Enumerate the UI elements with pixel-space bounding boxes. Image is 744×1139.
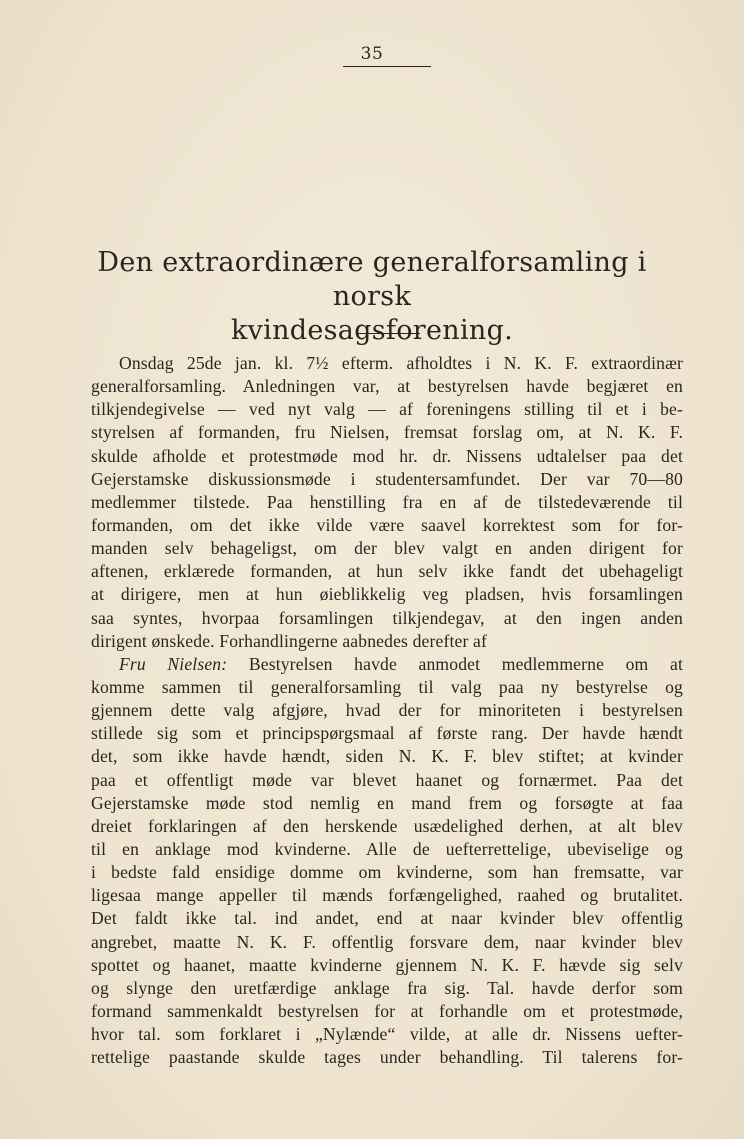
title-line-1: Den extraordinære generalforsamling i norsk [97,247,647,312]
body-line: ligesaa mange appeller til mænds forfængelighed, raahed og brutalitet. [91,885,683,906]
page-number-underline [343,66,431,67]
body-line: rettelige paastande skulde tages under behandling. Til talerens for- [91,1047,683,1068]
body-line: gjennem dette valg afgjøre, hvad der for minoriteten i bestyrelsen [91,700,683,721]
body-line: tilkjendegivelse — ved nyt valg — af foreningens stilling til et i be- [91,399,683,420]
body-line: manden selv behageligst, om der blev valgt en anden dirigent for [91,538,683,559]
body-line: styrelsen af formanden, fru Nielsen, fremsat forslag om, at N. K. F. [91,422,683,443]
body-line: Gejerstamske møde stod nemlig en mand frem og forsøgte at faa [91,792,683,813]
speaker-line [91,653,683,676]
body-line: og slynge den uretfærdige anklage fra sig. Tal. havde derfor som [91,977,683,998]
body-line: formand sammenkaldt bestyrelsen for at forhandle om et protestmøde, [91,1000,683,1021]
body-line: skulde afholde et protestmøde mod hr. dr. Nissens udtalelser paa det [91,445,683,466]
body-line: dreiet forklaringen af den herskende usædelighed derhen, at alt blev [91,815,683,836]
title-line-2: kvindesagsforening. [230,315,514,346]
body-line: spottet og haanet, maatte kvinderne gjennem N. K. F. hævde sig selv [91,954,683,975]
body-line: generalforsamling. Anledningen var, at bestyrelsen havde begjæret en [91,376,683,397]
body-line: Gejerstamske diskussionsmøde i studentersamfundet. Der var 70—80 [91,468,683,489]
body-line: Det faldt ikke tal. ind andet, end at naar kvinder blev offentlig [91,908,683,929]
body-line: til en anklage mod kvinderne. Alle de uefterrettelige, ubeviselige og [91,838,683,859]
body-line: aftenen, erklærede formanden, at hun selv ikke fandt det ubehageligt [91,561,683,582]
speaker-name: Fru Nielsen: [119,653,228,674]
speaker-line-text: Bestyrelsen havde anmodet medlemmerne om at [248,653,683,674]
body-line: stillede sig som et principspørgsmaal af første rang. Der havde hændt [91,723,683,744]
body-line: formanden, om det ikke vilde være saavel korrektest som for for- [91,514,683,535]
title-divider [356,333,420,334]
body-line: dirigent ønskede. Forhandlingerne aabnedes derefter af [91,630,487,651]
body-line: at dirigere, men at hun øieblikkelig veg pladsen, hvis forsamlingen [91,584,683,605]
article-body [91,352,683,1069]
body-line: hvor tal. som forklaret i „Nylænde“ vilde, at alle dr. Nissens uefter- [91,1024,683,1045]
body-line: i bedste fald ensidige domme om kvinderne, som han fremsatte, var [91,862,683,883]
body-line: paa et offentligt møde var blevet haanet og fornærmet. Paa det [91,769,683,790]
body-line: angrebet, maatte N. K. F. offentlig forsvare dem, naar kvinder blev [91,931,683,952]
body-line: saa syntes, hvorpaa forsamlingen tilkjendegav, at den ingen anden [91,607,683,628]
body-line: medlemmer tilstede. Paa henstilling fra en af de tilstedeværende til [91,491,683,512]
body-line: det, som ikke havde hændt, siden N. K. F. blev stiftet; at kvinder [91,746,683,767]
body-line: komme sammen til generalforsamling til valg paa ny bestyrelse og [91,676,683,697]
body-line: Onsdag 25de jan. kl. 7½ efterm. afholdtes i N. K. F. extraordinær [119,353,683,373]
page-number: 35 [360,44,384,64]
